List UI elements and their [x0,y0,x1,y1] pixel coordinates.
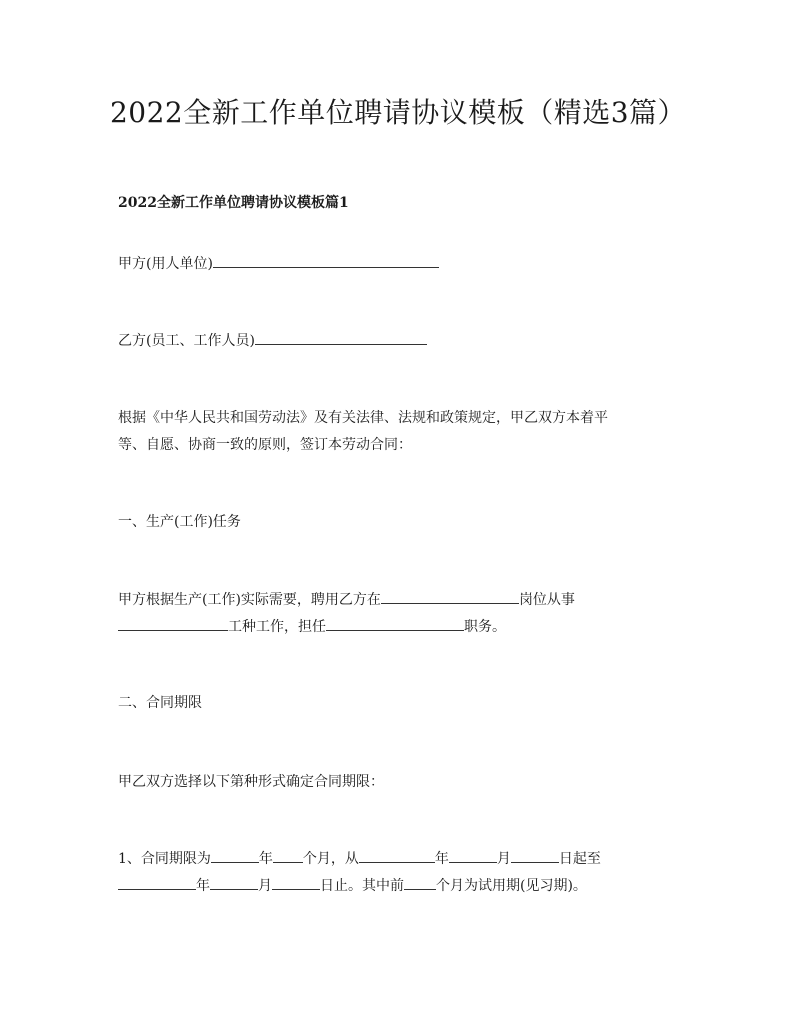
work-type-blank [118,616,228,631]
item-1-text-c: 个月，从 [302,851,359,867]
item-1-text-h: 月 [258,878,272,894]
item-1-line-2 [118,873,678,900]
clause-2-heading: 二、合同期限 [118,695,202,711]
section-heading: 2022全新工作单位聘请协议模板篇1 [118,195,349,211]
years-blank [211,848,259,863]
start-day-blank [511,848,559,863]
item-1-text-i: 日止。其中前 [320,878,404,894]
clause-2-intro: 甲乙双方选择以下第种形式确定合同期限： [118,774,384,790]
clause-1-text-b: 岗位从事 [518,592,575,608]
start-month-blank [449,848,497,863]
clause-1-heading: 一、生产(工作)任务 [118,514,241,530]
end-year-blank [118,875,196,890]
clause-1-line-2 [118,614,678,641]
party-b-blank [255,330,427,345]
clause-1-text-a: 甲方根据生产(工作)实际需要，聘用乙方在 [118,592,381,608]
item-1-text-b: 年 [258,851,273,867]
item-1-text-j: 个月为试用期(见习期)。 [436,878,587,894]
months-blank [273,848,303,863]
end-month-blank [210,875,258,890]
item-1-text-a: 1、合同期限为 [118,851,211,867]
item-1-text-g: 年 [196,878,210,894]
preamble-line-1: 根据《中华人民共和国劳动法》及有关法律、法规和政策规定，甲乙双方本着平 [118,410,608,426]
document-title: 2022全新工作单位聘请协议模板（精选3篇） [109,96,687,129]
party-b-line [118,328,678,355]
start-year-blank [359,848,435,863]
party-a-label: 甲方(用人单位) [118,256,213,272]
item-1-paragraph [118,846,678,900]
preamble-paragraph [118,405,678,459]
item-1-text-e: 月 [496,851,511,867]
item-1-line-1 [118,846,678,873]
position-blank [381,589,519,604]
preamble-line-2: 等、自愿、协商一致的原则，签订本劳动合同： [118,437,412,453]
item-1-text-f: 日起至 [558,851,601,867]
item-1-text-d: 年 [434,851,449,867]
clause-1-text-c: 工种工作，担任 [228,619,326,635]
clause-1-text-d: 职务。 [464,619,506,635]
end-day-blank [272,875,320,890]
probation-months-blank [404,875,436,890]
job-title-blank [326,616,464,631]
party-b-label: 乙方(员工、工作人员) [118,333,255,349]
party-a-line [118,251,678,278]
party-a-blank [213,253,439,268]
clause-1-line-1 [118,587,678,614]
clause-1-paragraph [118,587,678,641]
